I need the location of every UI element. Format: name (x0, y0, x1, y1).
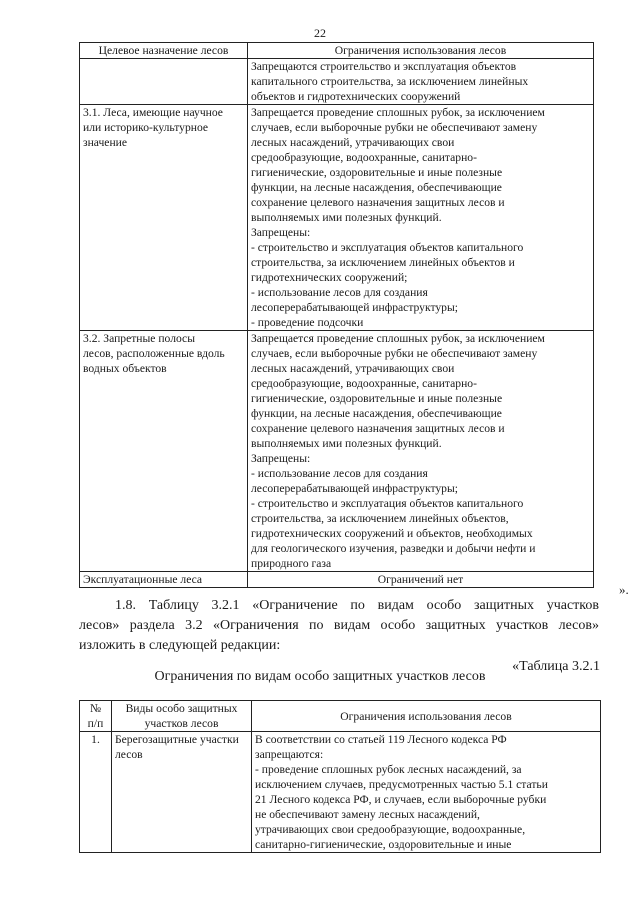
text-line: Запрещены: (251, 452, 311, 465)
table-row (80, 331, 594, 572)
area-type-cell (112, 732, 252, 853)
text-line: средообразующие, водоохранные, санитарно- (251, 377, 477, 390)
text-line: гидротехнических сооружений и объектов, необходимых (251, 527, 533, 540)
header-number (80, 701, 112, 732)
table-label: «Таблица 3.2.1 (512, 659, 600, 674)
table-row (80, 572, 594, 588)
text-line: водных объектов (83, 362, 167, 375)
text-line: гигиенические, оздоровительные и иные полезные (251, 392, 503, 405)
text-line: капитального строительства, за исключением линейных (251, 75, 529, 88)
text-line: случаев, если выборочные рубки не обеспечивают замену (251, 347, 538, 360)
table-row (80, 732, 601, 853)
text-line: утрачивающих свои средообразующие, водоохранные, (255, 823, 526, 836)
amendment-paragraph (79, 596, 599, 656)
header-line: Виды особо защитных (125, 702, 238, 715)
paragraph-line: лесов» раздела 3.2 «Ограничения по видам особо защитных участков лесов» (79, 618, 599, 633)
text-line: лесоперерабатывающей инфраструктуры; (251, 301, 458, 314)
purpose-cell-continued (80, 59, 248, 105)
table-header-row (80, 43, 594, 59)
text-line: Берегозащитные участки (115, 733, 239, 746)
text-line: 3.2. Запретные полосы (83, 332, 195, 345)
text-line: или историко-культурное (83, 121, 209, 134)
text-line: не обеспечивают замену лесных насаждений, (255, 808, 480, 821)
text-line: выполняемых ими полезных функций. (251, 437, 442, 450)
text-line: сохранение целевого назначения защитных лесов и (251, 422, 505, 435)
text-line: Запрещается проведение сплошных рубок, за исключением (251, 106, 545, 119)
text-line: лесов (115, 748, 143, 761)
text-line: случаев, если выборочные рубки не обеспечивают замену (251, 121, 538, 134)
text-line: лесных насаждений, утрачивающих свои (251, 362, 455, 375)
table-row (80, 59, 594, 105)
paragraph-line: 1.8. Таблицу 3.2.1 «Ограничение по видам особо защитных участков (115, 598, 599, 613)
text-line: запрещаются: (255, 748, 324, 761)
text-line: функции, на лесные насаждения, обеспечивающие (251, 407, 502, 420)
forest-purpose-table (79, 42, 594, 588)
row-number: 1. (80, 732, 112, 853)
text-line: Запрещается проведение сплошных рубок, за исключением (251, 332, 545, 345)
text-line: объектов и гидротехнических сооружений (251, 90, 461, 103)
text-line: сохранение целевого назначения защитных лесов и (251, 196, 505, 209)
text-line: строительства, за исключением линейных объектов, (251, 512, 509, 525)
text-line: средообразующие, водоохранные, санитарно- (251, 151, 477, 164)
restriction-cell-3-2 (248, 331, 594, 572)
text-line: - проведение сплошных рубок лесных насаждений, за (255, 763, 522, 776)
text-line: лесоперерабатывающей инфраструктуры; (251, 482, 458, 495)
text-line: строительства, за исключением линейных объектов и (251, 256, 515, 269)
text-line: природного газа (251, 557, 332, 570)
text-line: - проведение подсочки (251, 316, 364, 329)
text-line: гигиенические, оздоровительные и иные полезные (251, 166, 503, 179)
table-title: Ограничения по видам особо защитных участков лесов (154, 669, 486, 684)
text-line: В соответствии со статьей 119 Лесного кодекса РФ (255, 733, 507, 746)
text-line: - строительство и эксплуатация объектов капитального (251, 497, 524, 510)
restriction-cell (252, 732, 601, 853)
text-line: 21 Лесного кодекса РФ, и случаев, если выборочные рубки (255, 793, 547, 806)
text-line: санитарно-гигиенические, оздоровительные и иные (255, 838, 512, 851)
header-line: п/п (87, 717, 104, 730)
text-line: гидротехнических сооружений; (251, 271, 408, 284)
text-line: для геологического изучения, разведки и добычи нефти и (251, 542, 536, 555)
page-number: 22 (314, 26, 326, 40)
text-line: лесных насаждений, утрачивающих свои (251, 136, 455, 149)
text-line: Запрещаются строительство и эксплуатация объектов (251, 60, 517, 73)
text-line: - использование лесов для создания (251, 467, 428, 480)
closing-quote: ». (619, 582, 629, 597)
header-restrictions: Ограничения использования лесов (248, 43, 594, 59)
protective-areas-table (79, 700, 601, 853)
text-line: - строительство и эксплуатация объектов капитального (251, 241, 524, 254)
table-row (80, 105, 594, 331)
restriction-cell-3-1 (248, 105, 594, 331)
text-line: Запрещены: (251, 226, 311, 239)
restriction-cell-continued (248, 59, 594, 105)
text-line: функции, на лесные насаждения, обеспечивающие (251, 181, 502, 194)
header-area-type (112, 701, 252, 732)
header-purpose: Целевое назначение лесов (80, 43, 248, 59)
restriction-cell-exploitation: Ограничений нет (248, 572, 594, 588)
table-header-row (80, 701, 601, 732)
text-line: 3.1. Леса, имеющие научное (83, 106, 223, 119)
paragraph-line: изложить в следующей редакции: (79, 638, 281, 653)
text-line: - использование лесов для создания (251, 286, 428, 299)
text-line: значение (83, 136, 127, 149)
purpose-cell-3-1 (80, 105, 248, 331)
text-line: выполняемых ими полезных функций. (251, 211, 442, 224)
header-line: участков лесов (144, 717, 219, 730)
purpose-cell-exploitation: Эксплуатационные леса (80, 572, 248, 588)
text-line: лесов, расположенные вдоль (83, 347, 225, 360)
header-restrictions: Ограничения использования лесов (252, 701, 601, 732)
text-line: исключением случаев, предусмотренных частью 5.1 статьи (255, 778, 548, 791)
header-line: № (89, 702, 102, 715)
purpose-cell-3-2 (80, 331, 248, 572)
